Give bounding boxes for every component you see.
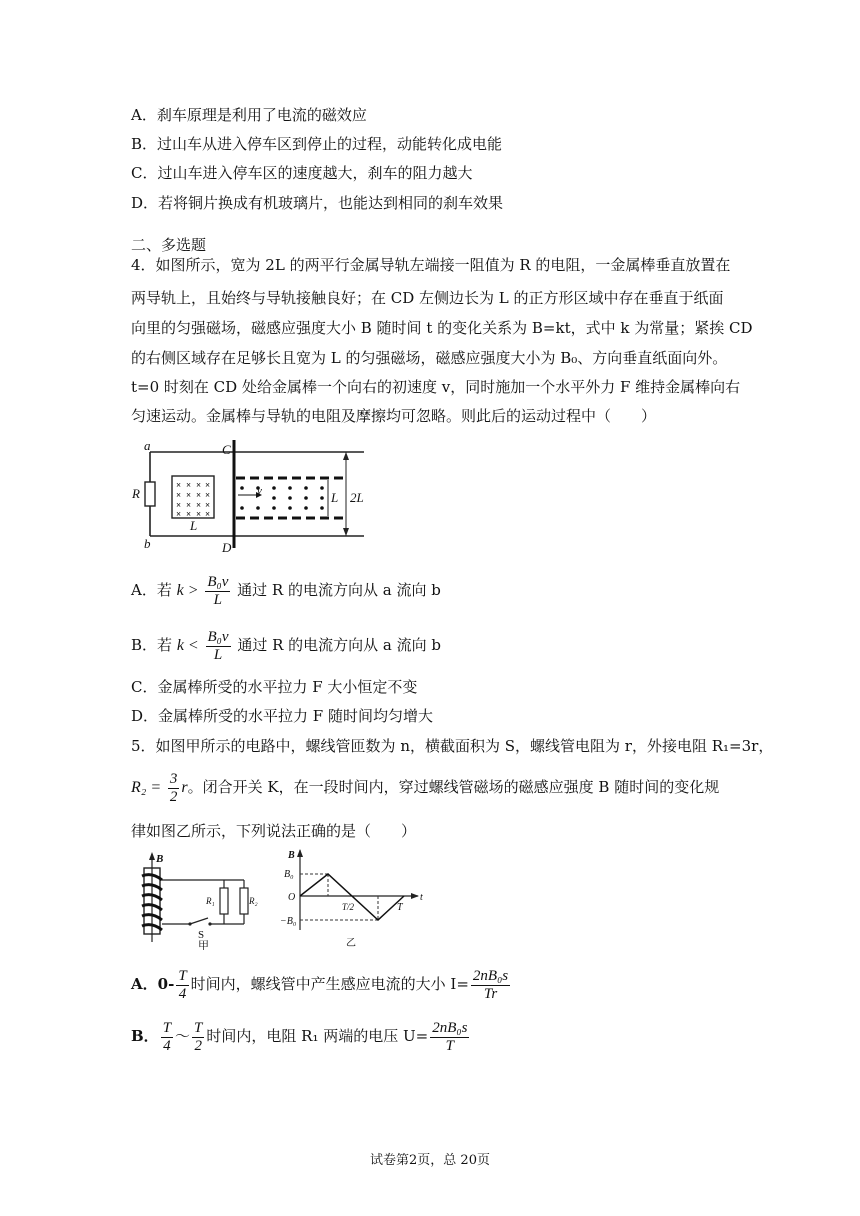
label-r: R [132, 486, 140, 501]
svg-text:×: × [176, 490, 182, 500]
q5-stem-line1: 5．如图甲所示的电路中，螺线管匝数为 n，横截面积为 S，螺线管电阻为 r，外接电阻 R₁=3r， [131, 737, 774, 755]
svg-text:×: × [205, 500, 211, 510]
q5-stem-line2 [131, 767, 719, 808]
q5-opt-b-tilde: ～ [175, 1027, 191, 1045]
q4-circuit-figure [128, 440, 368, 558]
q5-opt-a-den: Tr [483, 985, 498, 1002]
q3-option-a: A．刹车原理是利用了电流的磁效应 [131, 106, 367, 124]
q5-opt-a-fraction [471, 968, 510, 1003]
svg-text:×: × [205, 509, 211, 519]
yi-label-o: O [288, 892, 296, 903]
q5-figure-yi [280, 846, 430, 950]
q5-opt-b-t1den: 4 [163, 1037, 171, 1054]
page-footer: 试卷第2页，总 20页 [370, 1153, 490, 1168]
yi-label-t-axis: t [420, 892, 423, 903]
label-2l: 2L [350, 490, 364, 505]
yi-label-b: B [288, 850, 295, 861]
q5-opt-b-t2den: 2 [194, 1037, 202, 1054]
svg-text:×: × [176, 509, 182, 519]
q5-r2-den: 2 [169, 788, 178, 805]
q5-opt-b-t1num: T [162, 1019, 172, 1036]
yi-label-b0: B₀ [284, 869, 294, 880]
svg-text:×: × [196, 509, 202, 519]
q5-r2-num: 3 [169, 770, 178, 787]
q5-opt-b-mid: 时间内，电阻 R₁ 两端的电压 U= [206, 1027, 429, 1045]
q4-option-a [131, 570, 441, 611]
yi-caption: 乙 [346, 938, 356, 949]
q5-opt-b-t2num: T [194, 1019, 203, 1036]
svg-text:×: × [196, 480, 202, 490]
q4-option-b [131, 625, 441, 666]
q4-option-d: D．金属棒所受的水平拉力 F 随时间均匀增大 [131, 707, 433, 725]
q5-opt-b-prefix: B． [131, 1027, 159, 1045]
q4-stem-line3: 向里的匀强磁场，磁感应强度大小 B 随时间 t 的变化关系为 B=kt，式中 k 为常量；紧挨 CD [131, 319, 753, 337]
svg-text:×: × [205, 490, 211, 500]
q5-opt-b-t1frac [161, 1020, 173, 1055]
q5-opt-a-tnum: T [178, 967, 187, 984]
q4-stem-line6: 匀速运动。金属棒与导轨的电阻及摩擦均可忽略。则此后的运动过程中（ ） [131, 407, 657, 425]
label-l-square: L [190, 518, 198, 533]
svg-text:×: × [186, 490, 192, 500]
q5-stem-line2-text: 。闭合开关 K，在一段时间内，穿过螺线管磁场的磁感应强度 B 随时间的变化规 [187, 778, 720, 796]
jia-label-b: B [156, 853, 164, 865]
q5-option-a [131, 964, 512, 1004]
q4-opt-b-suffix: 通过 R 的电流方向从 a 流向 b [237, 636, 442, 654]
q5-opt-a-tfrac [176, 968, 188, 1003]
q5-r2-lhs: R₂ = [131, 779, 162, 796]
yi-label-neg-b0: −B₀ [280, 916, 297, 927]
svg-text:×: × [186, 509, 192, 519]
q4-opt-a-fraction [205, 574, 230, 609]
q5-opt-b-num: 2nB₀s [432, 1019, 468, 1036]
q5-opt-b-fraction [430, 1020, 469, 1055]
q5-opt-b-t2frac [192, 1020, 204, 1055]
q5-opt-a-tden: 4 [178, 985, 187, 1002]
jia-label-s: S [198, 929, 205, 941]
q4-opt-a-num: B₀v [207, 573, 229, 590]
q4-opt-a-prefix: A．若 [131, 581, 172, 599]
label-v: v [257, 485, 262, 497]
label-l-right: L [331, 490, 339, 505]
svg-text:×: × [176, 500, 182, 510]
q5-opt-b-den: T [445, 1037, 454, 1054]
q4-option-c: C．金属棒所受的水平拉力 F 大小恒定不变 [131, 678, 418, 696]
yi-label-t: T [397, 902, 403, 913]
jia-label-r1: R₁ [206, 896, 215, 906]
q5-stem-line3: 律如图乙所示，下列说法正确的是（ ） [131, 822, 417, 840]
q4-opt-b-den: L [213, 646, 223, 663]
q4-stem-line5: t=0 时刻在 CD 处给金属棒一个向右的初速度 v，同时施加一个水平外力 F 维持金属棒向右 [131, 378, 741, 396]
q4-opt-a-k: k > [176, 582, 199, 599]
q4-opt-a-den: L [213, 591, 222, 608]
q5-opt-a-num: 2nB₀s [472, 967, 509, 984]
yi-label-t-half: T/2 [342, 902, 355, 912]
q3-option-d: D．若将铜片换成有机玻璃片，也能达到相同的刹车效果 [131, 194, 504, 212]
label-c: C [222, 442, 231, 457]
svg-text:×: × [205, 480, 211, 490]
q4-stem-line2: 两导轨上，且始终与导轨接触良好；在 CD 左侧边长为 L 的正方形区域中存在垂直于纸面 [131, 289, 724, 307]
jia-label-r2: R₂ [249, 896, 258, 906]
q4-opt-b-prefix: B．若 [131, 636, 173, 654]
svg-text:×: × [196, 490, 202, 500]
label-b: b [144, 536, 151, 551]
q5-option-b [131, 1016, 471, 1056]
section-title: 二、多选题 [131, 236, 207, 254]
q5-opt-a-prefix: A．0- [131, 975, 175, 993]
q4-stem-line4: 的右侧区域存在足够长且宽为 L 的匀强磁场，磁感应强度大小为 B₀、方向垂直纸面向外。 [131, 349, 728, 367]
q3-option-b: B．过山车从进入停车区到停止的过程，动能转化成电能 [131, 135, 503, 153]
q3-option-c: C．过山车进入停车区的速度越大，刹车的阻力越大 [131, 164, 473, 182]
q4-opt-a-suffix: 通过 R 的电流方向从 a 流向 b [237, 581, 441, 599]
label-d: D [222, 540, 232, 555]
q4-stem-line1: 4．如图所示，宽为 2L 的两平行金属导轨左端接一阻值为 R 的电阻，一金属棒垂直放置在 [131, 256, 731, 274]
q4-opt-b-fraction [206, 629, 231, 664]
jia-caption: 甲 [198, 940, 209, 950]
q5-figure-jia [128, 850, 268, 950]
svg-text:×: × [186, 500, 192, 510]
svg-text:×: × [196, 500, 202, 510]
label-a: a [144, 440, 151, 453]
q4-opt-b-num: B₀v [207, 628, 229, 645]
svg-text:×: × [176, 480, 182, 490]
svg-text:×: × [186, 480, 192, 490]
q5-r2-r: r [181, 779, 188, 796]
q5-opt-a-mid: 时间内，螺线管中产生感应电流的大小 I= [190, 975, 469, 993]
q4-opt-b-k: k < [176, 637, 199, 654]
q5-r2-fraction [168, 771, 180, 806]
